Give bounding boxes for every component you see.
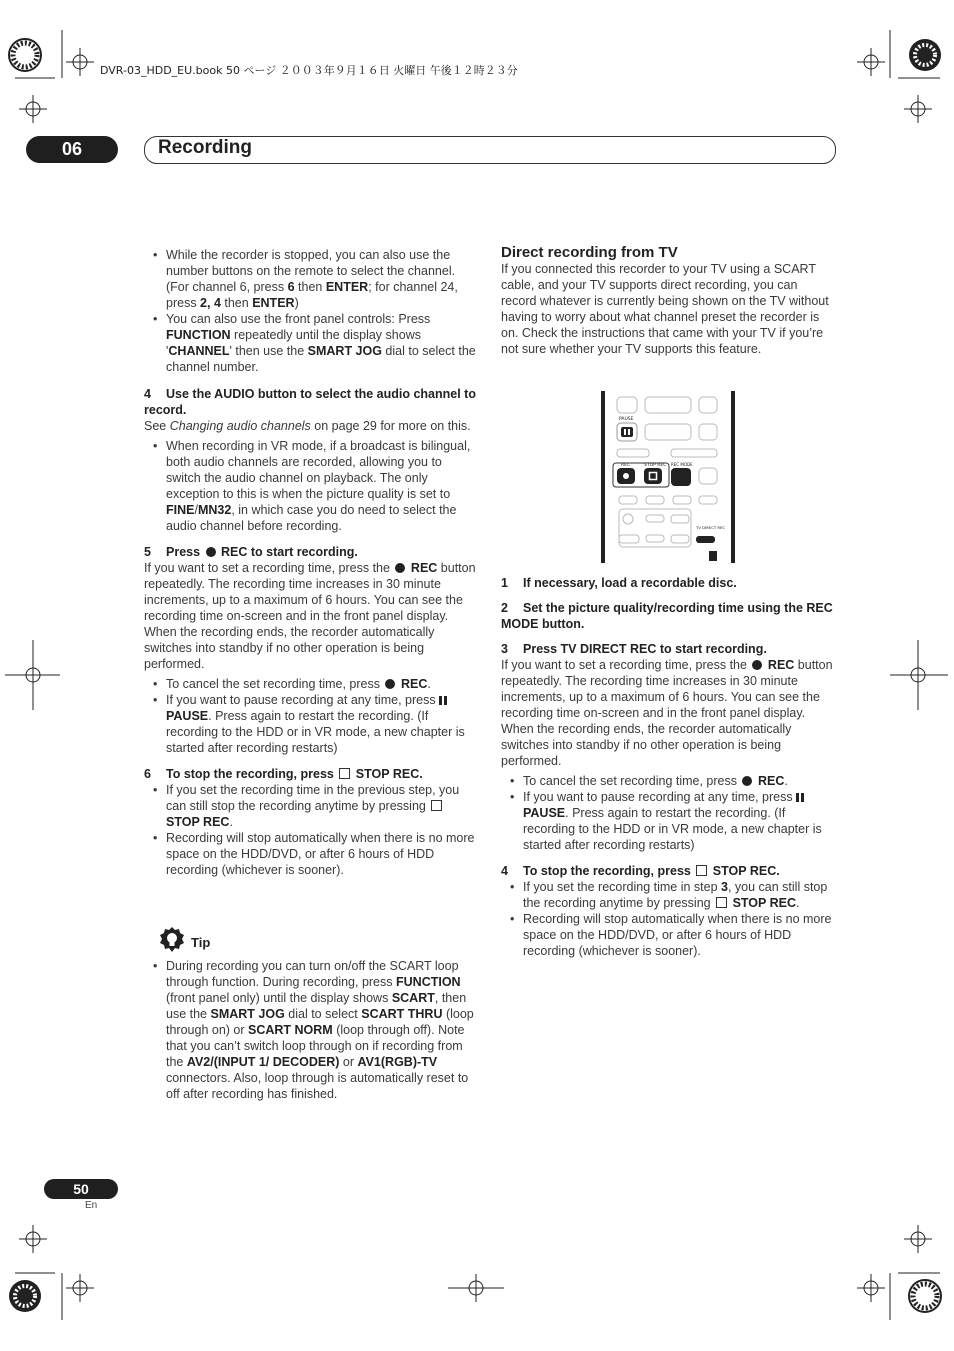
step-5-body: If you want to set a recording time, press the REC button repeatedly. The recording time increases in 30 minute increments, up to a maximum of 6 hours. You can see the recording time on-screen and in the front panel display. When the recording ends, the recorder automatically switches into standby if no other operation is being performed. [144, 561, 476, 671]
list-item: • If you want to pause recording at any time, press PAUSE. Press again to restart the recording. (If recording to the HDD or in VR mode, a new chapter is started after recording restarts) [501, 789, 835, 853]
list-item: • To cancel the set recording time, press REC. [501, 773, 835, 789]
list-item: • You can also use the front panel controls: Press FUNCTION repeatedly until the display shows 'CHANNEL' then use the SMART JOG dial to select the channel number. [144, 311, 480, 375]
book-file-line: DVR-03_HDD_EU.book 50 ページ ２００３年９月１６日 火曜日 午後１２時２３分 [100, 64, 518, 77]
list-item: • Recording will stop automatically when there is no more space on the HDD/DVD, or after 6 hours of HDD recording (whichever is sooner). [501, 911, 835, 959]
step-3-heading: 3 Press TV DIRECT REC to start recording. [501, 642, 767, 656]
list-item: • To cancel the set recording time, press REC. [144, 676, 480, 692]
record-dot-icon [206, 547, 216, 557]
step-6-heading: 6 To stop the recording, press STOP REC. [144, 767, 423, 781]
pause-icon [439, 696, 447, 705]
list-item: • If you want to pause recording at any time, press PAUSE. Press again to restart the recording. (If recording to the HDD or in VR mode, a new chapter is started after recording restarts) [144, 692, 480, 756]
list-item: • If you set the recording time in step 3, you can still stop the recording anytime by pressing STOP REC. [501, 879, 835, 911]
tip-body [144, 958, 480, 1102]
step-1-heading: 1 If necessary, load a recordable disc. [501, 576, 737, 590]
remote-tv-direct-label: TV DIRECT REC [696, 525, 726, 530]
see-reference: See Changing audio channels on page 29 for more on this. [144, 419, 471, 433]
list-item: • If you set the recording time in the previous step, you can still stop the recording anytime by pressing STOP REC. [144, 782, 480, 830]
chapter-number: 06 [26, 136, 118, 163]
remote-stop-rec-label: STOP REC [644, 463, 667, 468]
lightbulb-icon [158, 926, 186, 954]
record-dot-icon [742, 776, 752, 786]
section-heading: Direct recording from TV [501, 244, 678, 261]
step-5-heading: 5 Press REC to start recording. [144, 545, 358, 559]
chapter-title: Recording [158, 137, 252, 158]
remote-rec-label: REC [621, 463, 631, 468]
step-2-heading: 2 Set the picture quality/recording time using the REC MODE button. [501, 601, 833, 631]
remote-pause-label: PAUSE [619, 417, 634, 422]
right-column-top [501, 245, 835, 357]
list-item: • Recording will stop automatically when there is no more space on the HDD/DVD, or after 6 hours of HDD recording (whichever is sooner). [144, 830, 480, 878]
stop-square-icon [339, 768, 350, 779]
step-3-body: If you want to set a recording time, press the REC button repeatedly. The recording time increases in 30 minute increments, up to a maximum of 6 hours. You can see the recording time on-screen and in the front panel display. When the recording ends, the recorder automatically switches into standby if no other operation is being performed. [501, 658, 833, 768]
right-column-steps [501, 575, 835, 959]
record-dot-icon [395, 563, 405, 573]
step-4-heading: 4 Use the AUDIO button to select the audio channel to record. [144, 387, 476, 417]
record-dot-icon [752, 660, 762, 670]
list-item: • During recording you can turn on/off the SCART loop through function. During recording, press FUNCTION (front panel only) until the display shows SCART, then use the SMART JOG dial to select SCART THRU (loop through on) or SCART NORM (loop through off). Note that you can’t switch loop through on if recording from the AV2/(INPUT 1/ DECODER) or AV1(RGB)-TV connectors. Also, loop through is automatically reset to off after recording has finished. [144, 958, 480, 1102]
stop-square-icon [696, 865, 707, 876]
list-item: • While the recorder is stopped, you can also use the number buttons on the remote to select the channel. (For channel 6, press 6 then ENTER; for channel 24, press 2, 4 then ENTER) [144, 247, 480, 311]
page-number: 50 [44, 1179, 118, 1199]
record-dot-icon [385, 679, 395, 689]
list-item: • When recording in VR mode, if a broadcast is bilingual, both audio channels are recorded, allowing you to switch the audio channel on playback. The only exception to this is when the picture quality is set to FINE/MN32, in which case you do need to select the audio channel before recording. [144, 438, 480, 534]
left-column [144, 247, 480, 878]
tip-label: Tip [191, 935, 211, 950]
stop-square-icon [431, 800, 442, 811]
remote-control-illustration [601, 389, 735, 565]
language-label: En [85, 1200, 98, 1211]
pause-icon [796, 793, 804, 802]
step-4-heading: 4 To stop the recording, press STOP REC. [501, 864, 780, 878]
stop-square-icon [716, 897, 727, 908]
remote-rec-mode-label: REC MODE [671, 462, 693, 467]
section-intro: If you connected this recorder to your TV using a SCART cable, and your TV supports direct recording, you can record whatever is currently being shown on the TV without having to worry about what channel preset the recorder is on. Check the instructions that came with your TV if you’re not sure whether your TV supports this feature. [501, 262, 829, 356]
